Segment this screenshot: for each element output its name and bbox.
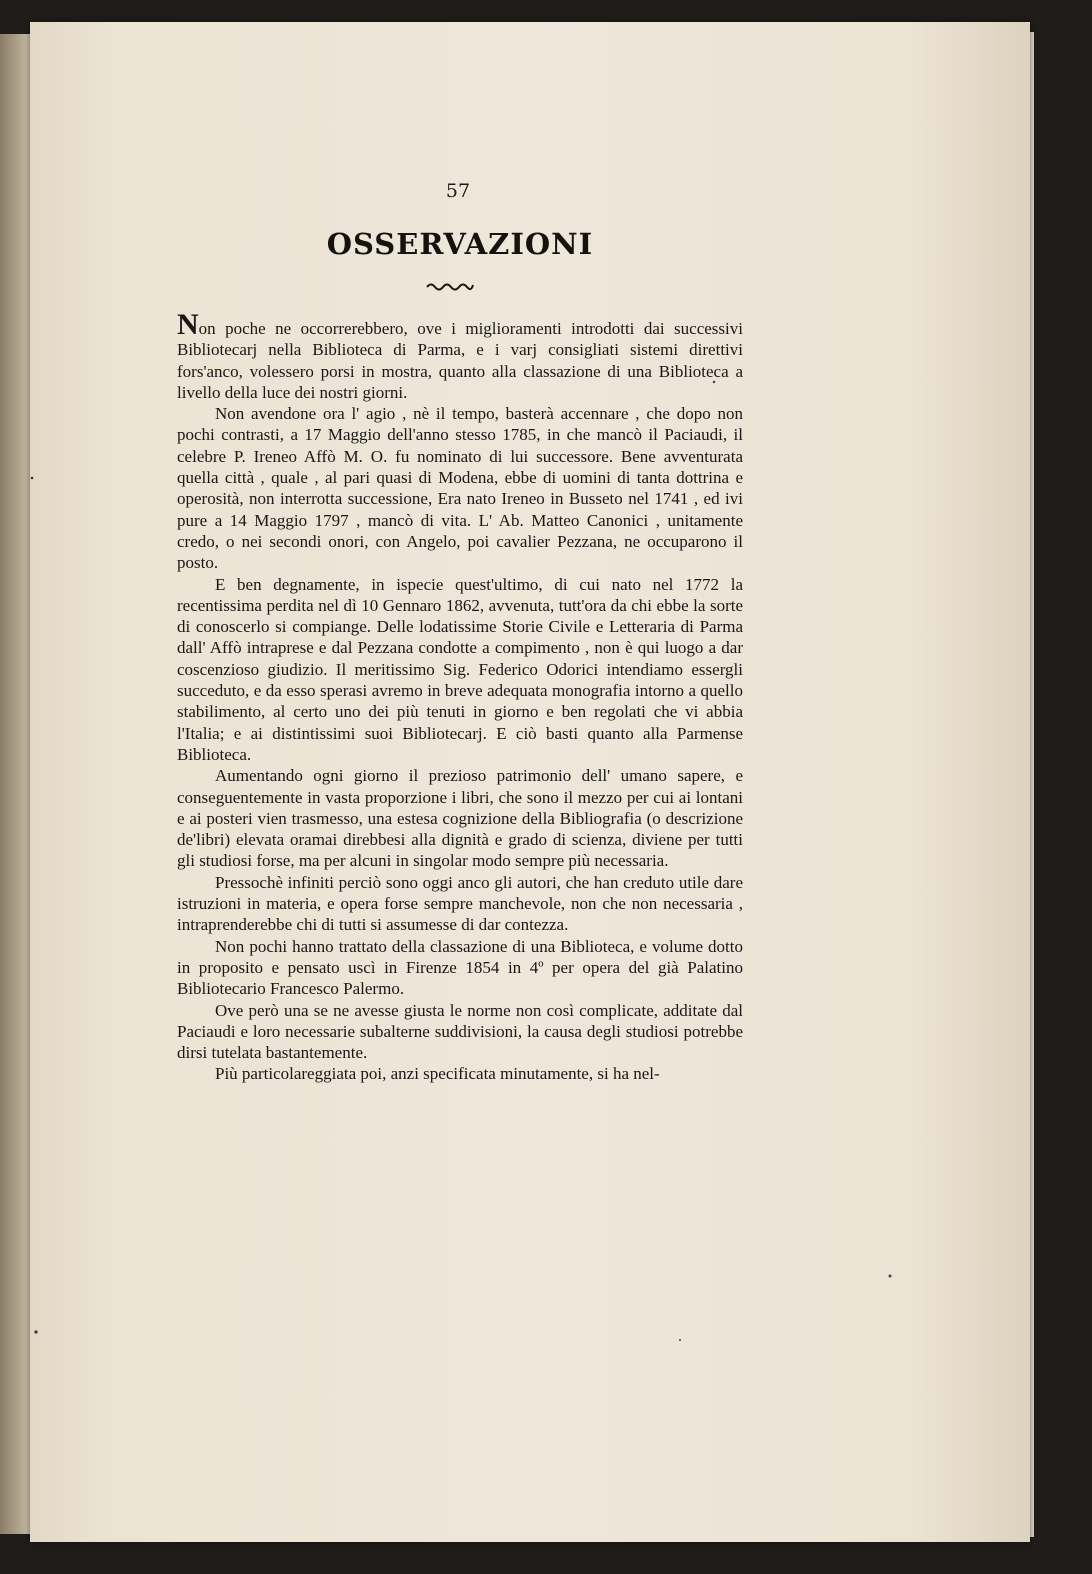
book-page xyxy=(30,22,1030,1542)
paragraph: Aumentando ogni giorno il prezioso patrimonio dell' umano sapere, e conseguentemente in vasta proporzione i libri, che sono il mezzo per cui ai lontani e ai posteri vien trasmesso, una estesa cognizione della Bibliografia (o descrizione de'libri) elevata oramai direbbesi alla dignità e grado di scienza, diviene per tutti gli studiosi forse, ma per alcuni in singolar modo sempre più necessaria. xyxy=(177,766,743,871)
paragraph xyxy=(177,308,743,403)
body-text xyxy=(177,308,743,1085)
drop-cap: N xyxy=(177,308,199,341)
paragraph: Più particolareggiata poi, anzi specificata minutamente, si ha nel- xyxy=(215,1064,660,1084)
paragraph: Non avendone ora l' agio , nè il tempo, basterà accennare , che dopo non pochi contrasti, a 17 Maggio dell'anno stesso 1785, in che mancò il Paciaudi, il celebre P. Ireneo Affò M. O. fu nominato di lui successore. Bene avventurata quella città , quale , al pari quasi di Modena, ebbe di uomini di tanta dottrina e operosità, non interrotta successione, Era nato Ireneo in Busseto nel 1741 , ed ivi pure a 14 Maggio 1797 , mancò di vita. L' Ab. Matteo Canonici , unitamente credo, o nei secondi onori, con Angelo, poi cavalier Pezzana, ne occuparono il posto. xyxy=(177,404,743,573)
page-title: OSSERVAZIONI xyxy=(326,227,594,261)
paragraph: Pressochè infiniti perciò sono oggi anco gli autori, che han creduto utile dare istruzioni in materia, e opera forse sempre manchevole, non che non necessaria , intraprenderebbe chi di tutti si assumesse di dar contezza. xyxy=(177,872,743,935)
paragraph: Ove però una se ne avesse giusta le norme non così complicate, additate dal Paciaudi e loro necessarie subalterne suddivisioni, la causa degli studiosi potrebbe dirsi tutelata bastantemente. xyxy=(177,1000,743,1063)
paragraph-text: on poche ne occorrerebbero, ove i miglioramenti introdotti dai successivi Bibliotecarj nella Biblioteca di Parma, e i varj consigliati sistemi direttivi fors'anco, volessero porsi in mostra, quanto alla classazione di una Biblioteca a livello della luce dei nostri giorni. xyxy=(177,319,743,402)
paragraph: E ben degnamente, in ispecie quest'ultimo, di cui nato nel 1772 la recentissima perdita nel dì 10 Gennaro 1862, avvenuta, tutt'ora da chi ebbe la sorte di conoscerlo si compiange. Delle lodatissime Storie Civile e Letteraria di Parma dall' Affò intraprese e dal Pezzana condotte a compimento , non è qui luogo a dar coscenzioso giudizio. Il meritissimo Sig. Federico Odorici intendiamo essergli succeduto, e da esso sperasi avremo in breve adequata monografia intorno a quello stabilimento, al certo uno dei più tenuti in giorno e ben regolati che vi abbia l'Italia; e ai distintissimi suoi Bibliotecarj. E ciò basti quanto alla Parmense Biblioteca. xyxy=(177,574,743,764)
wavy-ornament-icon xyxy=(425,279,475,291)
paragraph: Non pochi hanno trattato della classazione di una Biblioteca, e volume dotto in proposito e pensato uscì in Firenze 1854 in 4º per opera del già Palatino Bibliotecario Francesco Palermo. xyxy=(177,936,743,999)
page-number: 57 xyxy=(445,180,471,202)
